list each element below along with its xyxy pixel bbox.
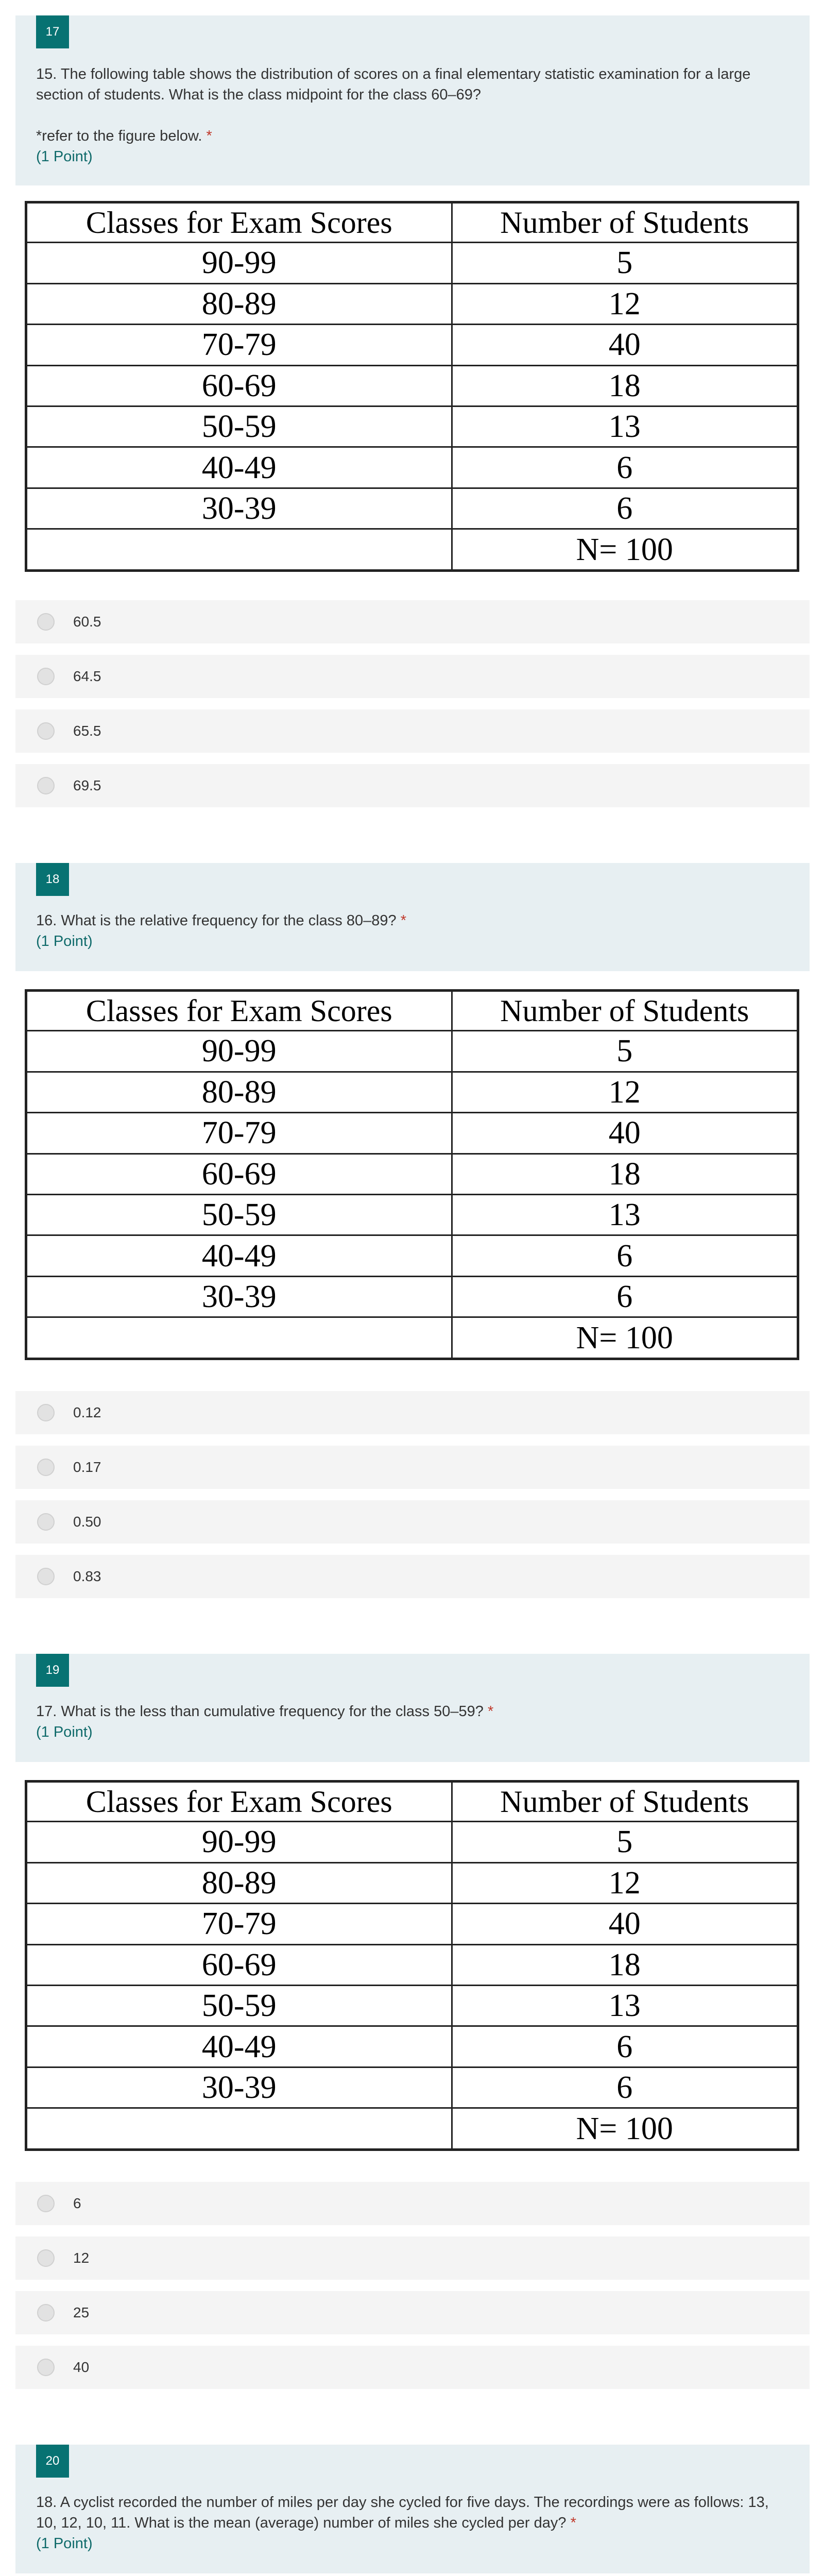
table-cell: 13 bbox=[452, 406, 798, 447]
table-cell: 6 bbox=[452, 488, 798, 529]
radio-button[interactable] bbox=[37, 2249, 55, 2267]
table-cell: 6 bbox=[452, 2026, 798, 2067]
question-prompt: 15. The following table shows the distribution of scores on a final elementary statistic examination for a large section of students. What is the class midpoint for the class 60–69? bbox=[36, 66, 751, 103]
table-row bbox=[26, 1154, 798, 1194]
table-cell: 80-89 bbox=[26, 1862, 452, 1903]
required-marker: * bbox=[570, 2515, 576, 2531]
score-table-figure bbox=[15, 1775, 810, 2156]
question-header bbox=[15, 1654, 810, 1762]
question-number-badge: 19 bbox=[36, 1654, 69, 1687]
table-row bbox=[26, 1904, 798, 1944]
table-cell: 5 bbox=[452, 1822, 798, 1862]
table-header-row bbox=[26, 1782, 798, 1822]
table-row bbox=[26, 2067, 798, 2108]
radio-button[interactable] bbox=[37, 1404, 55, 1421]
radio-button[interactable] bbox=[37, 1513, 55, 1531]
answer-option[interactable] bbox=[15, 709, 810, 753]
table-cell: 80-89 bbox=[26, 283, 452, 324]
answer-option[interactable] bbox=[15, 2182, 810, 2225]
option-label: 64.5 bbox=[73, 668, 101, 684]
table-cell: N= 100 bbox=[452, 2108, 798, 2150]
radio-button[interactable] bbox=[37, 2304, 55, 2321]
question-note-line bbox=[36, 126, 789, 146]
option-label: 12 bbox=[73, 2250, 90, 2266]
radio-button[interactable] bbox=[37, 2195, 55, 2212]
table-header-cell: Number of Students bbox=[452, 991, 798, 1031]
answer-option[interactable] bbox=[15, 1446, 810, 1489]
table-row bbox=[26, 1862, 798, 1903]
radio-button[interactable] bbox=[37, 2359, 55, 2376]
table-cell: 80-89 bbox=[26, 1072, 452, 1112]
table-row bbox=[26, 283, 798, 324]
table-row bbox=[26, 1031, 798, 1072]
table-cell: 12 bbox=[452, 283, 798, 324]
question-prompt: 18. A cyclist recorded the number of miles per day she cycled for five days. The recordings were as follows: 13, 10, 12, 10, 11. What is the mean (average) number of miles she cycled per day? bbox=[36, 2494, 769, 2531]
question-text bbox=[36, 910, 789, 931]
table-row bbox=[26, 1985, 798, 2026]
table-cell: 13 bbox=[452, 1985, 798, 2026]
required-marker: * bbox=[206, 128, 212, 144]
table-cell: 18 bbox=[452, 1944, 798, 1985]
radio-button[interactable] bbox=[37, 1568, 55, 1585]
question-points: (1 Point) bbox=[36, 2535, 93, 2552]
table-row bbox=[26, 1235, 798, 1276]
answer-option[interactable] bbox=[15, 2236, 810, 2280]
table-cell: 40-49 bbox=[26, 447, 452, 488]
table-row bbox=[26, 1317, 798, 1359]
table-cell: 90-99 bbox=[26, 1822, 452, 1862]
table-cell: 40 bbox=[452, 1904, 798, 1944]
table-row bbox=[26, 243, 798, 283]
table-cell: 60-69 bbox=[26, 1154, 452, 1194]
table-cell: 60-69 bbox=[26, 365, 452, 406]
question-text bbox=[36, 64, 789, 105]
option-label: 25 bbox=[73, 2304, 90, 2320]
table-cell: 70-79 bbox=[26, 1904, 452, 1944]
table-cell: N= 100 bbox=[452, 1317, 798, 1359]
table-row bbox=[26, 1822, 798, 1862]
table-cell: 18 bbox=[452, 365, 798, 406]
question-header bbox=[15, 863, 810, 971]
table-row bbox=[26, 1194, 798, 1235]
question-header bbox=[15, 15, 810, 185]
table-cell: 70-79 bbox=[26, 1113, 452, 1154]
table-cell: N= 100 bbox=[452, 529, 798, 571]
table-cell: 13 bbox=[452, 1194, 798, 1235]
table-header-cell: Classes for Exam Scores bbox=[26, 202, 452, 243]
table-cell: 90-99 bbox=[26, 1031, 452, 1072]
question-note: *refer to the figure below. bbox=[36, 128, 202, 144]
option-label: 60.5 bbox=[73, 614, 101, 630]
required-marker: * bbox=[400, 912, 406, 929]
table-header-row bbox=[26, 202, 798, 243]
table-cell: 6 bbox=[452, 1276, 798, 1317]
table-header-cell: Classes for Exam Scores bbox=[26, 1782, 452, 1822]
option-label: 6 bbox=[73, 2195, 81, 2211]
score-distribution-table bbox=[25, 201, 799, 572]
table-cell: 40-49 bbox=[26, 2026, 452, 2067]
question-points: (1 Point) bbox=[36, 933, 93, 950]
radio-button[interactable] bbox=[37, 613, 55, 631]
table-row bbox=[26, 406, 798, 447]
radio-button[interactable] bbox=[37, 668, 55, 685]
table-cell: 60-69 bbox=[26, 1944, 452, 1985]
table-row bbox=[26, 1072, 798, 1112]
question-points: (1 Point) bbox=[36, 148, 93, 165]
score-table-figure bbox=[15, 196, 810, 577]
question-text bbox=[36, 2492, 789, 2533]
option-label: 69.5 bbox=[73, 777, 101, 793]
table-cell: 50-59 bbox=[26, 1985, 452, 2026]
table-cell: 5 bbox=[452, 1031, 798, 1072]
option-label: 65.5 bbox=[73, 723, 101, 739]
table-cell: 6 bbox=[452, 447, 798, 488]
question-number-badge: 18 bbox=[36, 863, 69, 896]
table-row bbox=[26, 488, 798, 529]
table-cell: 6 bbox=[452, 1235, 798, 1276]
answer-option[interactable] bbox=[15, 764, 810, 807]
answer-option[interactable] bbox=[15, 600, 810, 643]
answer-option[interactable] bbox=[15, 1500, 810, 1544]
table-row bbox=[26, 529, 798, 571]
table-header-row bbox=[26, 991, 798, 1031]
table-cell bbox=[26, 529, 452, 571]
table-cell: 40 bbox=[452, 1113, 798, 1154]
radio-button[interactable] bbox=[37, 777, 55, 794]
option-label: 40 bbox=[73, 2359, 90, 2375]
question-prompt: 16. What is the relative frequency for the class 80–89? bbox=[36, 912, 397, 929]
option-label: 0.50 bbox=[73, 1514, 101, 1530]
table-header-cell: Classes for Exam Scores bbox=[26, 991, 452, 1031]
table-cell bbox=[26, 2108, 452, 2150]
table-row bbox=[26, 2108, 798, 2150]
radio-button[interactable] bbox=[37, 722, 55, 740]
table-cell: 50-59 bbox=[26, 1194, 452, 1235]
table-header-cell: Number of Students bbox=[452, 1782, 798, 1822]
table-cell: 18 bbox=[452, 1154, 798, 1194]
table-cell: 90-99 bbox=[26, 243, 452, 283]
table-cell: 40-49 bbox=[26, 1235, 452, 1276]
table-cell: 6 bbox=[452, 2067, 798, 2108]
table-row bbox=[26, 325, 798, 365]
question-points: (1 Point) bbox=[36, 1724, 93, 1740]
option-label: 0.17 bbox=[73, 1459, 101, 1475]
answer-option[interactable] bbox=[15, 655, 810, 698]
table-row bbox=[26, 365, 798, 406]
table-cell: 40 bbox=[452, 325, 798, 365]
table-cell: 12 bbox=[452, 1072, 798, 1112]
question-number-badge: 17 bbox=[36, 15, 69, 48]
question-text bbox=[36, 1701, 789, 1722]
question-prompt: 17. What is the less than cumulative frequency for the class 50–59? bbox=[36, 1703, 484, 1720]
table-cell: 12 bbox=[452, 1862, 798, 1903]
required-marker: * bbox=[487, 1703, 494, 1720]
table-cell: 30-39 bbox=[26, 1276, 452, 1317]
question-header bbox=[15, 2445, 810, 2573]
option-label: 0.83 bbox=[73, 1568, 101, 1584]
question-number-badge: 20 bbox=[36, 2445, 69, 2478]
answer-option[interactable] bbox=[15, 1391, 810, 1434]
option-label: 0.12 bbox=[73, 1404, 101, 1420]
table-row bbox=[26, 1944, 798, 1985]
table-cell: 50-59 bbox=[26, 406, 452, 447]
answer-option[interactable] bbox=[15, 2291, 810, 2334]
answer-option[interactable] bbox=[15, 2346, 810, 2389]
score-distribution-table bbox=[25, 989, 799, 1360]
table-row bbox=[26, 1276, 798, 1317]
table-row bbox=[26, 447, 798, 488]
table-row bbox=[26, 2026, 798, 2067]
table-cell: 70-79 bbox=[26, 325, 452, 365]
table-row bbox=[26, 1113, 798, 1154]
table-cell bbox=[26, 1317, 452, 1359]
answer-option[interactable] bbox=[15, 1555, 810, 1598]
radio-button[interactable] bbox=[37, 1459, 55, 1476]
table-cell: 30-39 bbox=[26, 2067, 452, 2108]
table-cell: 30-39 bbox=[26, 488, 452, 529]
table-cell: 5 bbox=[452, 243, 798, 283]
table-header-cell: Number of Students bbox=[452, 202, 798, 243]
score-table-figure bbox=[15, 984, 810, 1365]
score-distribution-table bbox=[25, 1780, 799, 2151]
